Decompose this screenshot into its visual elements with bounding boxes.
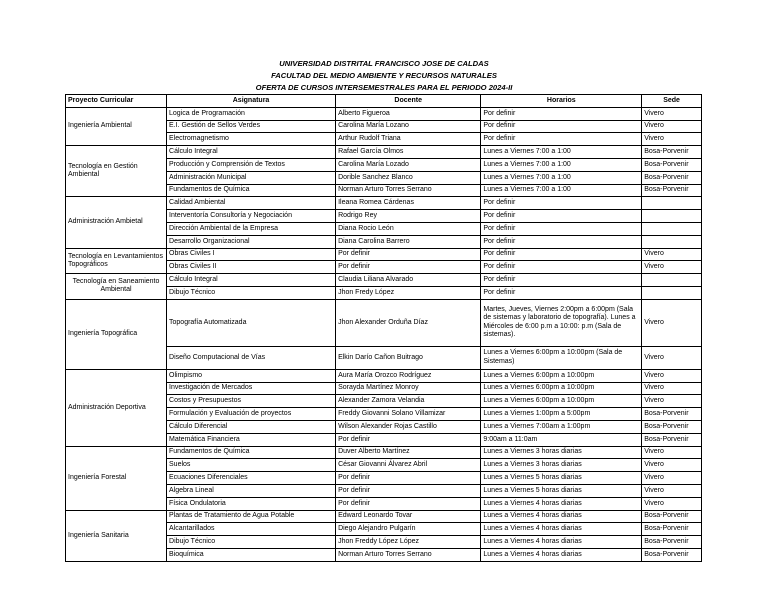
- site-cell: Bosa-Porvenir: [642, 523, 702, 536]
- subject-cell: Física Ondulatoria: [167, 497, 336, 510]
- site-cell: Vivero: [642, 459, 702, 472]
- site-cell: Vivero: [642, 120, 702, 133]
- subject-cell: Obras Civiles I: [167, 248, 336, 261]
- teacher-cell: Jhon Alexander Orduña Díaz: [336, 299, 481, 346]
- column-header-schedule: Horarios: [481, 95, 642, 108]
- site-cell: Bosa-Porvenir: [642, 510, 702, 523]
- teacher-cell: Jhon Fredy López: [336, 286, 481, 299]
- subject-cell: Costos y Presupuestos: [167, 395, 336, 408]
- subject-cell: Logica de Programación: [167, 107, 336, 120]
- table-row: [66, 299, 702, 346]
- site-cell: [642, 274, 702, 287]
- site-cell: Bosa-Porvenir: [642, 171, 702, 184]
- teacher-cell: Por definir: [336, 497, 481, 510]
- program-cell: Tecnología en Gestión Ambiental: [66, 146, 167, 197]
- subject-cell: Calidad Ambiental: [167, 197, 336, 210]
- teacher-cell: Freddy Giovanni Solano Villamizar: [336, 408, 481, 421]
- subject-cell: Diseño Computacional de Vías: [167, 346, 336, 369]
- site-cell: Vivero: [642, 446, 702, 459]
- table-header-row: [66, 95, 702, 108]
- teacher-cell: Carolina María Lozano: [336, 120, 481, 133]
- schedule-cell: Por definir: [481, 222, 642, 235]
- subject-cell: Electromagnetismo: [167, 133, 336, 146]
- teacher-cell: Carolina María Lozado: [336, 158, 481, 171]
- faculty-title: FACULTAD DEL MEDIO AMBIENTE Y RECURSOS NATURALES: [271, 71, 497, 80]
- subject-cell: Cálculo Diferencial: [167, 420, 336, 433]
- teacher-cell: Norman Arturo Torres Serrano: [336, 548, 481, 561]
- schedule-cell: Lunes a Viernes 3 horas diarias: [481, 459, 642, 472]
- subject-cell: Suelos: [167, 459, 336, 472]
- schedule-cell: Lunes a Viernes 7:00 a 1:00: [481, 184, 642, 197]
- schedule-cell: Lunes a Viernes 7:00am a 1:00pm: [481, 420, 642, 433]
- subject-cell: Topografía Automatizada: [167, 299, 336, 346]
- program-cell: Ingeniería Ambiental: [66, 107, 167, 145]
- schedule-cell: Por definir: [481, 286, 642, 299]
- table-row: [66, 446, 702, 459]
- site-cell: Bosa-Porvenir: [642, 420, 702, 433]
- offer-title: OFERTA DE CURSOS INTERSEMESTRALES PARA EL PERIODO 2024-II: [255, 83, 513, 92]
- subject-cell: Alcantarillados: [167, 523, 336, 536]
- teacher-cell: Diana Carolina Barrero: [336, 235, 481, 248]
- site-cell: [642, 286, 702, 299]
- schedule-cell: Lunes a Viernes 5 horas diarias: [481, 472, 642, 485]
- site-cell: Bosa-Porvenir: [642, 146, 702, 159]
- subject-cell: Bioquímica: [167, 548, 336, 561]
- subject-cell: Interventoría Consultoría y Negociación: [167, 210, 336, 223]
- program-cell: Tecnología en Levantamientos Topográficos: [66, 248, 167, 274]
- column-header-site: Sede: [642, 95, 702, 108]
- table-row: [66, 197, 702, 210]
- teacher-cell: Elkin Darío Cañon Buitrago: [336, 346, 481, 369]
- table-row: [66, 248, 702, 261]
- teacher-cell: Duver Alberto Martínez: [336, 446, 481, 459]
- subject-cell: Ecuaciones Diferenciales: [167, 472, 336, 485]
- site-cell: Vivero: [642, 382, 702, 395]
- teacher-cell: César Giovanni Álvarez Abril: [336, 459, 481, 472]
- site-cell: Bosa-Porvenir: [642, 408, 702, 421]
- site-cell: Vivero: [642, 248, 702, 261]
- subject-cell: Administración Municipal: [167, 171, 336, 184]
- schedule-cell: Lunes a Viernes 1:00pm a 5:00pm: [481, 408, 642, 421]
- teacher-cell: Dorible Sanchez Blanco: [336, 171, 481, 184]
- schedule-cell: Lunes a Viernes 6:00pm a 10:00pm: [481, 395, 642, 408]
- table-row: [66, 274, 702, 287]
- teacher-cell: Alberto Figueroa: [336, 107, 481, 120]
- schedule-cell: Lunes a Viernes 4 horas diarias: [481, 497, 642, 510]
- schedule-cell: Lunes a Viernes 7:00 a 1:00: [481, 171, 642, 184]
- subject-cell: Formulación y Evaluación de proyectos: [167, 408, 336, 421]
- schedule-cell: Lunes a Viernes 7:00 a 1:00: [481, 146, 642, 159]
- table-row: [66, 510, 702, 523]
- teacher-cell: Diana Rocio León: [336, 222, 481, 235]
- program-cell: Administración Deportiva: [66, 369, 167, 446]
- teacher-cell: Aura María Orozco Rodríguez: [336, 369, 481, 382]
- schedule-cell: Por definir: [481, 261, 642, 274]
- schedule-cell: Lunes a Viernes 6:00pm a 10:00pm: [481, 382, 642, 395]
- schedule-cell: Por definir: [481, 107, 642, 120]
- schedule-cell: Por definir: [481, 197, 642, 210]
- university-title: UNIVERSIDAD DISTRITAL FRANCISCO JOSE DE CALDAS: [279, 59, 489, 68]
- teacher-cell: Ileana Romea Cárdenas: [336, 197, 481, 210]
- site-cell: [642, 222, 702, 235]
- teacher-cell: Wilson Alexander Rojas Castillo: [336, 420, 481, 433]
- site-cell: [642, 210, 702, 223]
- site-cell: Vivero: [642, 369, 702, 382]
- subject-cell: Olimpismo: [167, 369, 336, 382]
- site-cell: Vivero: [642, 133, 702, 146]
- program-cell: Tecnología en Saneamiento Ambiental: [66, 274, 167, 300]
- subject-cell: Desarrollo Organizacional: [167, 235, 336, 248]
- subject-cell: E.I. Gestión de Sellos Verdes: [167, 120, 336, 133]
- subject-cell: Investigación de Mercados: [167, 382, 336, 395]
- schedule-cell: Lunes a Viernes 4 horas diarias: [481, 523, 642, 536]
- table-body: [66, 107, 702, 561]
- teacher-cell: Por definir: [336, 484, 481, 497]
- site-cell: [642, 197, 702, 210]
- teacher-cell: Claudia Liliana Alvarado: [336, 274, 481, 287]
- schedule-cell: Lunes a Viernes 3 horas diarias: [481, 446, 642, 459]
- teacher-cell: Norman Arturo Torres Serrano: [336, 184, 481, 197]
- subject-cell: Matemática Financiera: [167, 433, 336, 446]
- schedule-cell: Por definir: [481, 274, 642, 287]
- teacher-cell: Diego Alejandro Pulgarín: [336, 523, 481, 536]
- teacher-cell: Jhon Freddy López López: [336, 536, 481, 549]
- subject-cell: Cálculo Integral: [167, 274, 336, 287]
- column-header-teacher: Docente: [336, 95, 481, 108]
- site-cell: Vivero: [642, 346, 702, 369]
- site-cell: Vivero: [642, 497, 702, 510]
- schedule-cell: 9:00am a 11:0am: [481, 433, 642, 446]
- schedule-cell: Martes, Jueves, Viernes 2:00pm a 6:00pm (Sala de sistemas y laboratorio de topografía). Lunes a Miércoles de 6:00 p.m a 10:00: p.m (Sala de sistemas).: [481, 299, 642, 346]
- site-cell: Bosa-Porvenir: [642, 536, 702, 549]
- teacher-cell: Edward Leonardo Tovar: [336, 510, 481, 523]
- schedule-cell: Lunes a Viernes 6:00pm a 10:00pm: [481, 369, 642, 382]
- teacher-cell: Sorayda Martínez Monroy: [336, 382, 481, 395]
- site-cell: Bosa-Porvenir: [642, 433, 702, 446]
- site-cell: Vivero: [642, 395, 702, 408]
- schedule-cell: Lunes a Viernes 4 horas diarias: [481, 510, 642, 523]
- table-row: [66, 369, 702, 382]
- schedule-cell: Por definir: [481, 133, 642, 146]
- subject-cell: Producción y Comprensión de Textos: [167, 158, 336, 171]
- subject-cell: Dirección Ambiental de la Empresa: [167, 222, 336, 235]
- table-row: [66, 107, 702, 120]
- column-header-subject: Asignatura: [167, 95, 336, 108]
- subject-cell: Fundamentos de Química: [167, 446, 336, 459]
- site-cell: Bosa-Porvenir: [642, 548, 702, 561]
- teacher-cell: Por definir: [336, 248, 481, 261]
- schedule-cell: Lunes a Viernes 7:00 a 1:00: [481, 158, 642, 171]
- site-cell: Vivero: [642, 261, 702, 274]
- teacher-cell: Por definir: [336, 261, 481, 274]
- subject-cell: Plantas de Tratamiento de Agua Potable: [167, 510, 336, 523]
- teacher-cell: Arthur Rudolf Triana: [336, 133, 481, 146]
- teacher-cell: Por definir: [336, 472, 481, 485]
- schedule-cell: Lunes a Viernes 6:00pm a 10:00pm (Sala de Sistemas): [481, 346, 642, 369]
- subject-cell: Algebra Lineal: [167, 484, 336, 497]
- schedule-cell: Lunes a Viernes 4 horas diarias: [481, 536, 642, 549]
- subject-cell: Dibujo Técnico: [167, 286, 336, 299]
- program-cell: Administración Ambietal: [66, 197, 167, 248]
- teacher-cell: Alexander Zamora Velandia: [336, 395, 481, 408]
- program-cell: Ingeniería Forestal: [66, 446, 167, 510]
- schedule-cell: Por definir: [481, 120, 642, 133]
- site-cell: Bosa-Porvenir: [642, 158, 702, 171]
- site-cell: Bosa-Porvenir: [642, 184, 702, 197]
- program-cell: Ingeniería Sanitaria: [66, 510, 167, 561]
- site-cell: Vivero: [642, 107, 702, 120]
- teacher-cell: Rafael García Olmos: [336, 146, 481, 159]
- teacher-cell: Por definir: [336, 433, 481, 446]
- schedule-cell: Lunes a Viernes 4 horas diarias: [481, 548, 642, 561]
- site-cell: Vivero: [642, 484, 702, 497]
- program-cell: Ingeniería Topográfica: [66, 299, 167, 369]
- subject-cell: Cálculo Integral: [167, 146, 336, 159]
- column-header-program: Proyecto Curricular: [66, 95, 167, 108]
- site-cell: Vivero: [642, 299, 702, 346]
- schedule-cell: Por definir: [481, 210, 642, 223]
- schedule-cell: Por definir: [481, 248, 642, 261]
- table-row: [66, 146, 702, 159]
- course-offer-table: [65, 94, 702, 562]
- subject-cell: Dibujo Técnico: [167, 536, 336, 549]
- site-cell: [642, 235, 702, 248]
- site-cell: Vivero: [642, 472, 702, 485]
- schedule-cell: Lunes a Viernes 5 horas diarias: [481, 484, 642, 497]
- subject-cell: Fundamentos de Química: [167, 184, 336, 197]
- teacher-cell: Rodrigo Rey: [336, 210, 481, 223]
- schedule-cell: Por definir: [481, 235, 642, 248]
- subject-cell: Obras Civiles II: [167, 261, 336, 274]
